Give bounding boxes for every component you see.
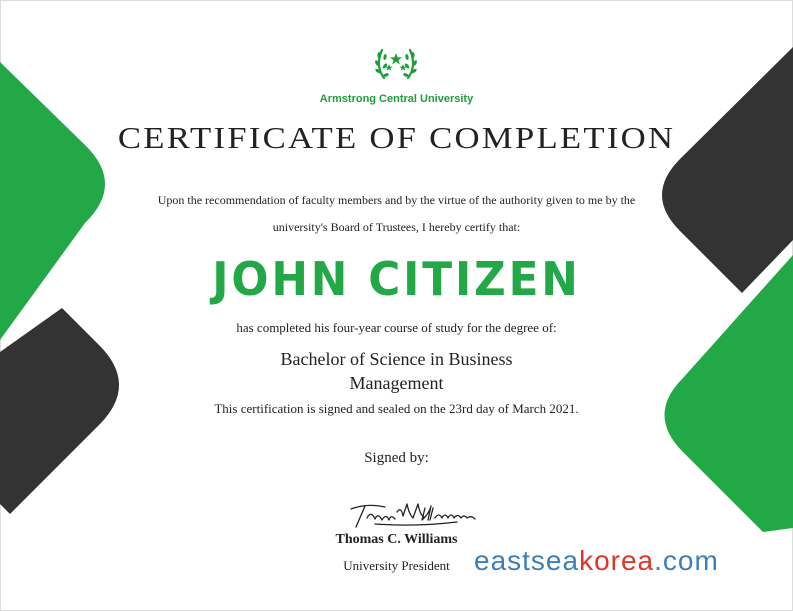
watermark-part-1: eastsea xyxy=(474,545,580,576)
intro-text-line-2: university's Board of Trustees, I hereby certify that: xyxy=(272,220,521,234)
university-name: Armstrong Central University xyxy=(319,93,474,105)
recipient-name: JOHN CITIZEN xyxy=(212,252,581,306)
handwritten-signature xyxy=(345,500,480,532)
watermark-part-2: korea xyxy=(579,545,655,576)
laurel-stars-icon xyxy=(373,44,419,84)
watermark-part-3: .com xyxy=(654,545,719,576)
degree-title xyxy=(0,347,793,395)
signed-by-label: Signed by: xyxy=(364,450,429,466)
intro-text-line-1: Upon the recommendation of faculty members and by the virtue of the authority given to me by the xyxy=(157,193,636,207)
certificate-title: CERTIFICATE OF COMPLETION xyxy=(117,120,676,155)
signer-title: University President xyxy=(343,558,450,573)
sealed-date-text: This certification is signed and sealed on the 23rd day of March 2021. xyxy=(214,401,579,416)
completion-text: has completed his four-year course of study for the degree of: xyxy=(236,320,557,335)
degree-text: Bachelor of Science in Business Management xyxy=(280,349,513,393)
signer-name: Thomas C. Williams xyxy=(335,532,458,547)
watermark xyxy=(474,545,719,577)
